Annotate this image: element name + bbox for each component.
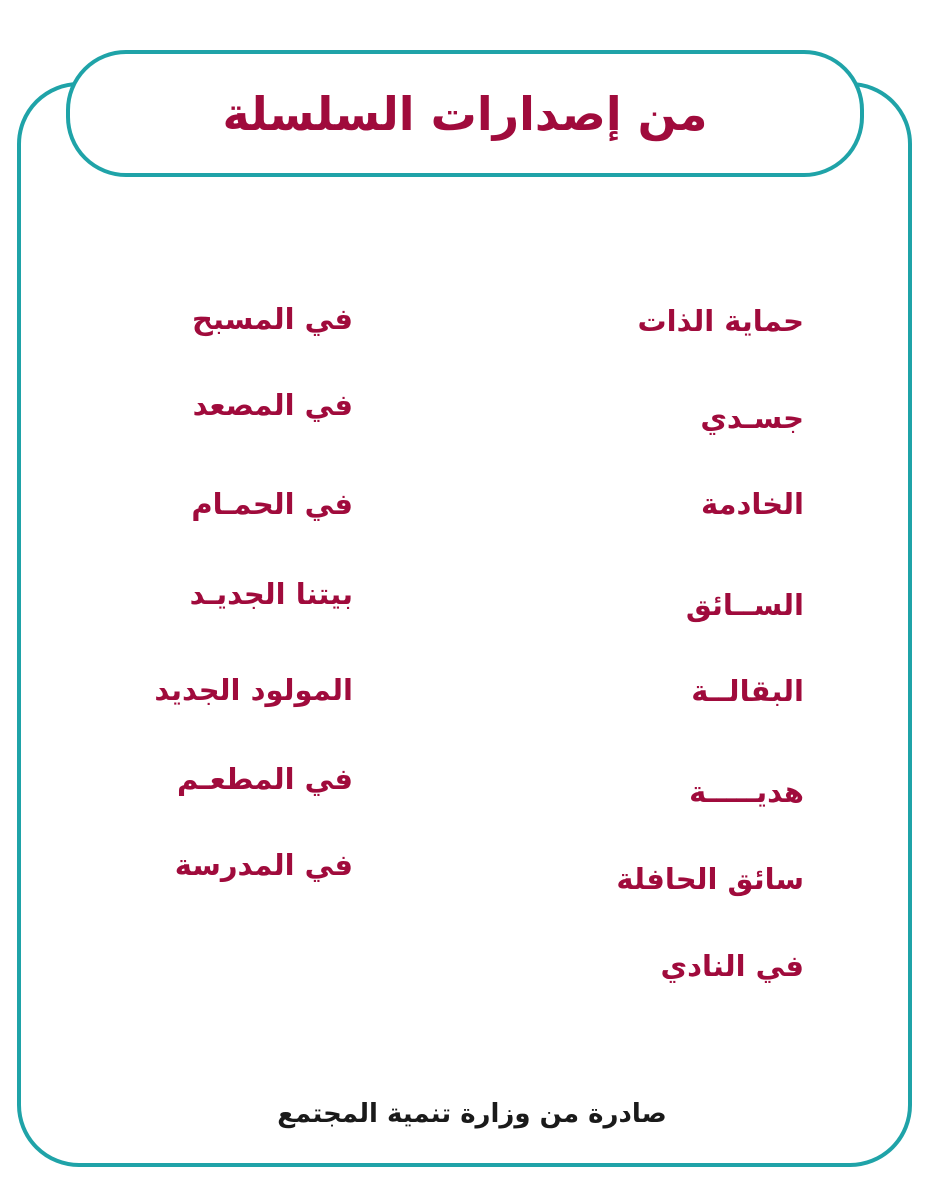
list-item: في الحمـام (191, 487, 353, 521)
list-item: بيتنا الجديـد (189, 577, 353, 611)
list-item: جسـدي (700, 401, 804, 435)
publisher-footer: صادرة من وزارة تنمية المجتمع (277, 1099, 667, 1129)
list-item: البقالــة (691, 674, 804, 708)
list-item: حماية الذات (637, 304, 804, 338)
list-item: الســائق (685, 588, 804, 622)
list-item: في المسبح (192, 302, 353, 336)
list-item: الخادمة (700, 487, 804, 521)
list-item: في النادي (660, 949, 804, 983)
title-box (66, 50, 864, 177)
list-item: في المطعـم (177, 762, 353, 796)
list-item: هديـــــة (689, 775, 804, 809)
page-title: من إصدارات السلسلة (222, 86, 708, 141)
list-item: سائق الحافلة (616, 862, 804, 896)
outer-frame (17, 82, 912, 1167)
list-item: في المصعد (192, 388, 353, 422)
list-item: المولود الجديد (154, 673, 353, 707)
list-item: في المدرسة (174, 848, 353, 882)
